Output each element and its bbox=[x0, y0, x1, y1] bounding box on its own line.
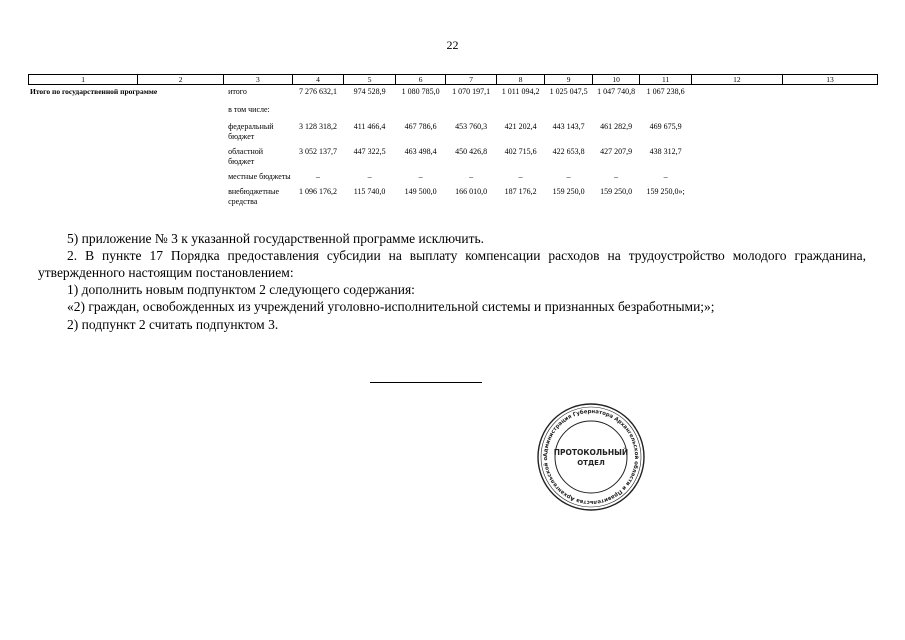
table-cell: 1 096 176,2 bbox=[299, 187, 338, 196]
table-row bbox=[29, 185, 878, 210]
table-cell: 159 250,0 bbox=[552, 187, 585, 196]
funding-source: в том числе: bbox=[228, 105, 270, 114]
table-row bbox=[29, 85, 878, 101]
table-cell: – bbox=[418, 172, 423, 181]
stamp-ring-text: Администрация Губернатора Архангельской области и Правительства Архангельской о bbox=[542, 408, 640, 506]
table-cell: 1 025 047,5 bbox=[549, 87, 588, 96]
table-cell: 411 466,4 bbox=[353, 122, 386, 131]
funding-source: федеральный бюджет bbox=[228, 122, 274, 141]
signature-divider bbox=[370, 382, 482, 383]
table-cell: 443 143,7 bbox=[552, 122, 585, 131]
table-cell: 3 052 137,7 bbox=[299, 147, 338, 156]
table-cell: 402 715,6 bbox=[504, 147, 537, 156]
table-cell: 422 653,8 bbox=[552, 147, 585, 156]
table-cell: 1 070 197,1 bbox=[452, 87, 491, 96]
table-cell: 463 498,4 bbox=[404, 147, 437, 156]
paragraph-subpoint-2: 2) подпункт 2 считать подпунктом 3. bbox=[67, 317, 279, 332]
column-header: 7 bbox=[446, 75, 497, 85]
table-cell: – bbox=[663, 172, 668, 181]
table-cell: 1 047 740,8 bbox=[597, 87, 636, 96]
paragraph-point-2: 2. В пункте 17 Порядка предоставления субсидии на выплату компенсации расходов на трудоустройство молодого гражданина, утвержденного настоящим постановлением: bbox=[38, 248, 866, 280]
table-row bbox=[29, 145, 878, 170]
table-cell: 438 312,7 bbox=[649, 147, 682, 156]
table-cell: 427 207,9 bbox=[600, 147, 633, 156]
table-cell: – bbox=[566, 172, 571, 181]
official-stamp bbox=[527, 402, 655, 512]
table-cell: 467 786,6 bbox=[404, 122, 437, 131]
table-cell: – bbox=[316, 172, 321, 181]
column-header: 8 bbox=[496, 75, 545, 85]
table-cell: 974 528,9 bbox=[353, 87, 386, 96]
column-header: 9 bbox=[545, 75, 593, 85]
table-cell: 1 067 238,6 bbox=[646, 87, 685, 96]
table-cell: – bbox=[367, 172, 372, 181]
column-header: 5 bbox=[344, 75, 396, 85]
table-cell: 166 010,0 bbox=[455, 187, 488, 196]
table-cell: – bbox=[614, 172, 619, 181]
table-header-row bbox=[29, 75, 878, 85]
budget-table bbox=[28, 74, 878, 210]
column-header: 1 bbox=[29, 75, 138, 85]
table-cell: 187 176,2 bbox=[504, 187, 537, 196]
table-cell: 1 011 094,2 bbox=[501, 87, 540, 96]
table-row bbox=[29, 120, 878, 145]
column-header: 4 bbox=[292, 75, 344, 85]
program-label: Итого по государственной программе bbox=[30, 87, 158, 96]
paragraph-subpoint-1: 1) дополнить новым подпунктом 2 следующего содержания: bbox=[67, 282, 415, 297]
column-header: 11 bbox=[640, 75, 692, 85]
column-header: 2 bbox=[138, 75, 224, 85]
paragraph-quote: «2) граждан, освобожденных из учреждений уголовно-исполнительной системы и признанных безработными;»; bbox=[67, 299, 715, 314]
funding-source: областной бюджет bbox=[228, 147, 264, 166]
paragraph-item-5: 5) приложение № 3 к указанной государственной программе исключить. bbox=[67, 231, 485, 246]
table-cell: 461 282,9 bbox=[600, 122, 633, 131]
table-cell: 7 276 632,1 bbox=[299, 87, 338, 96]
table-cell: 469 675,9 bbox=[649, 122, 682, 131]
funding-source: внебюджетные средства bbox=[228, 187, 280, 206]
funding-source: местные бюджеты bbox=[228, 172, 291, 181]
table-row bbox=[29, 170, 878, 185]
table-cell: 421 202,4 bbox=[504, 122, 537, 131]
table-cell: 453 760,3 bbox=[455, 122, 488, 131]
table-cell: 1 080 785,0 bbox=[401, 87, 440, 96]
table-row bbox=[29, 100, 878, 120]
funding-source: итого bbox=[228, 87, 247, 96]
table-cell: 149 500,0 bbox=[404, 187, 437, 196]
stamp-center-line1: ПРОТОКОЛЬНЫЙ bbox=[553, 448, 629, 457]
table-cell: – bbox=[469, 172, 474, 181]
table-cell: 447 322,5 bbox=[353, 147, 386, 156]
column-header: 10 bbox=[592, 75, 640, 85]
table-cell: 159 250,0»; bbox=[646, 187, 685, 196]
column-header: 12 bbox=[691, 75, 782, 85]
column-header: 3 bbox=[224, 75, 293, 85]
table-cell: 3 128 318,2 bbox=[299, 122, 338, 131]
table-cell: 159 250,0 bbox=[600, 187, 633, 196]
page-number: 22 bbox=[446, 38, 459, 52]
column-header: 13 bbox=[782, 75, 877, 85]
table-cell: – bbox=[518, 172, 523, 181]
stamp-center-line2: ОТДЕЛ bbox=[577, 459, 605, 467]
table-cell: 115 740,0 bbox=[353, 187, 386, 196]
column-header: 6 bbox=[395, 75, 446, 85]
table-cell: 450 426,8 bbox=[455, 147, 488, 156]
